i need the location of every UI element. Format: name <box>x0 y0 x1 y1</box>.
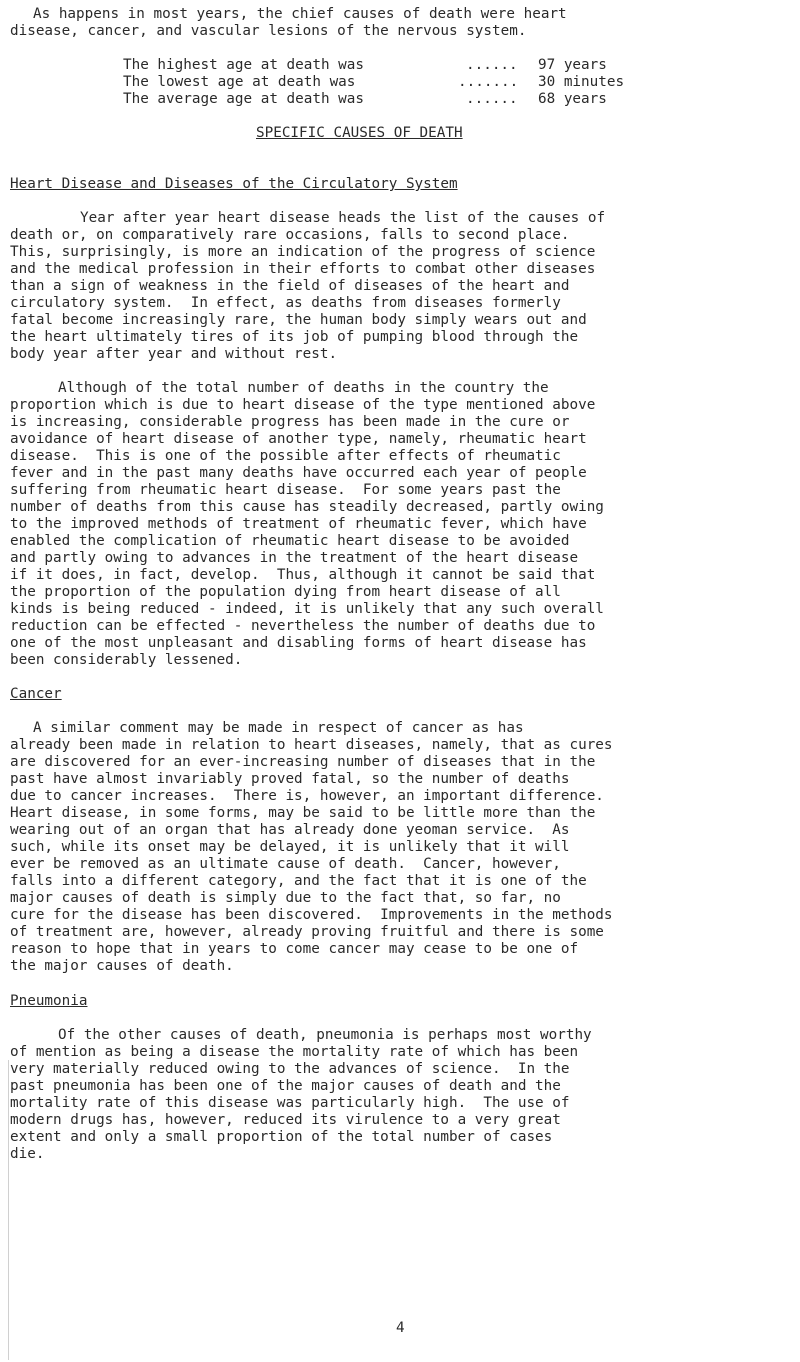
heading-pneumonia: Pneumonia <box>10 993 88 1009</box>
paragraph-line: very materially reduced owing to the advances of science. In the <box>10 1061 570 1077</box>
section-title: SPECIFIC CAUSES OF DEATH <box>256 125 463 141</box>
paragraph-line: proportion which is due to heart disease of the type mentioned above <box>10 397 596 413</box>
paragraph-line: circulatory system. In effect, as deaths from diseases formerly <box>10 295 561 311</box>
paragraph-line: disease. This is one of the possible after effects of rheumatic <box>10 448 561 464</box>
stat-leader: ...... <box>466 57 518 73</box>
paragraph-line: and partly owing to advances in the treatment of the heart disease <box>10 550 579 566</box>
paragraph-line: such, while its onset may be delayed, it is unlikely that it will <box>10 839 570 855</box>
paragraph-line: the major causes of death. <box>10 958 234 974</box>
scan-margin-line <box>8 1060 9 1360</box>
stat-leader: ...... <box>466 91 518 107</box>
paragraph-line: enabled the complication of rheumatic heart disease to be avoided <box>10 533 570 549</box>
paragraph-line: of mention as being a disease the mortality rate of which has been <box>10 1044 579 1060</box>
paragraph-line: Year after year heart disease heads the list of the causes of <box>80 210 606 226</box>
paragraph-line: fever and in the past many deaths have occurred each year of people <box>10 465 587 481</box>
intro-line: As happens in most years, the chief causes of death were heart <box>33 6 567 22</box>
paragraph-line: reason to hope that in years to come cancer may cease to be one of <box>10 941 579 957</box>
paragraph-line: kinds is being reduced - indeed, it is unlikely that any such overall <box>10 601 604 617</box>
stat-value: 97 years <box>538 57 607 73</box>
stat-leader: ....... <box>458 74 519 90</box>
paragraph-line: the proportion of the population dying from heart disease of all <box>10 584 561 600</box>
paragraph-line: A similar comment may be made in respect of cancer as has <box>33 720 524 736</box>
paragraph-line: is increasing, considerable progress has been made in the cure or <box>10 414 570 430</box>
stat-value: 68 years <box>538 91 607 107</box>
paragraph-line: falls into a different category, and the fact that it is one of the <box>10 873 587 889</box>
paragraph-line: than a sign of weakness in the field of diseases of the heart and <box>10 278 570 294</box>
stat-value: 30 minutes <box>538 74 625 90</box>
paragraph-line: cure for the disease has been discovered. Improvements in the methods <box>10 907 613 923</box>
paragraph-line: been considerably lessened. <box>10 652 243 668</box>
paragraph-line: avoidance of heart disease of another type, namely, rheumatic heart <box>10 431 587 447</box>
paragraph-line: reduction can be effected - nevertheless the number of deaths due to <box>10 618 596 634</box>
stat-label: The highest age at death was <box>123 57 365 73</box>
paragraph-line: body year after year and without rest. <box>10 346 338 362</box>
paragraph-line: already been made in relation to heart diseases, namely, that as cures <box>10 737 613 753</box>
paragraph-line: fatal become increasingly rare, the human body simply wears out and <box>10 312 587 328</box>
paragraph-line: wearing out of an organ that has already done yeoman service. As <box>10 822 570 838</box>
paragraph-line: the heart ultimately tires of its job of pumping blood through the <box>10 329 579 345</box>
paragraph-line: one of the most unpleasant and disabling forms of heart disease has <box>10 635 587 651</box>
paragraph-line: Although of the total number of deaths in the country the <box>58 380 549 396</box>
paragraph-line: mortality rate of this disease was particularly high. The use of <box>10 1095 570 1111</box>
intro-line: disease, cancer, and vascular lesions of the nervous system. <box>10 23 527 39</box>
stat-label: The lowest age at death was <box>123 74 356 90</box>
paragraph-line: modern drugs has, however, reduced its virulence to a very great <box>10 1112 561 1128</box>
paragraph-line: death or, on comparatively rare occasions, falls to second place. <box>10 227 570 243</box>
paragraph-line: ever be removed as an ultimate cause of death. Cancer, however, <box>10 856 561 872</box>
paragraph-line: of treatment are, however, already proving fruitful and there is some <box>10 924 604 940</box>
paragraph-line: Heart disease, in some forms, may be said to be little more than the <box>10 805 596 821</box>
heading-cancer: Cancer <box>10 686 62 702</box>
paragraph-line: major causes of death is simply due to the fact that, so far, no <box>10 890 561 906</box>
paragraph-line: extent and only a small proportion of the total number of cases <box>10 1129 553 1145</box>
paragraph-line: die. <box>10 1146 45 1162</box>
paragraph-line: if it does, in fact, develop. Thus, although it cannot be said that <box>10 567 596 583</box>
paragraph-line: past pneumonia has been one of the major causes of death and the <box>10 1078 561 1094</box>
paragraph-line: number of deaths from this cause has steadily decreased, partly owing <box>10 499 604 515</box>
paragraph-line: suffering from rheumatic heart disease. For some years past the <box>10 482 561 498</box>
stat-label: The average age at death was <box>123 91 365 107</box>
paragraph-line: due to cancer increases. There is, however, an important difference. <box>10 788 604 804</box>
paragraph-line: to the improved methods of treatment of rheumatic fever, which have <box>10 516 587 532</box>
paragraph-line: Of the other causes of death, pneumonia is perhaps most worthy <box>58 1027 592 1043</box>
heading-heart-disease: Heart Disease and Diseases of the Circulatory System <box>10 176 458 192</box>
paragraph-line: are discovered for an ever-increasing number of diseases that in the <box>10 754 596 770</box>
paragraph-line: This, surprisingly, is more an indication of the progress of science <box>10 244 596 260</box>
paragraph-line: past have almost invariably proved fatal, so the number of deaths <box>10 771 570 787</box>
page-number: 4 <box>396 1320 405 1336</box>
paragraph-line: and the medical profession in their efforts to combat other diseases <box>10 261 596 277</box>
